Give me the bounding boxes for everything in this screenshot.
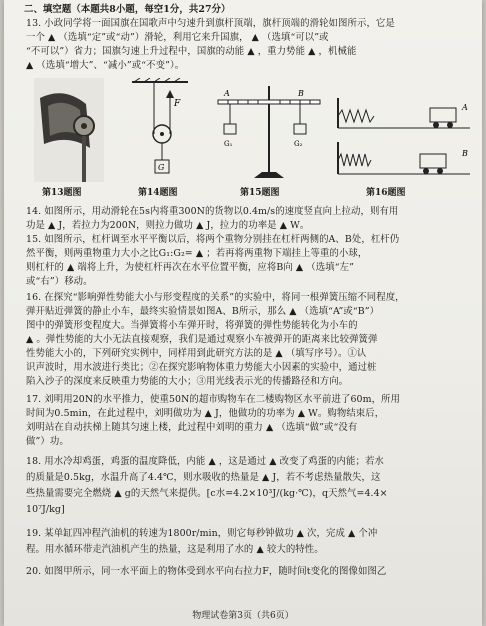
fig15-label-g2: G₂ xyxy=(294,140,303,148)
fig14-weight-label: G xyxy=(158,163,165,172)
q16-line-4: ▲ 。弹性势能的大小无法直接观察，我们是通过观察小车被弹开的距离来比较弹簧弹 xyxy=(26,334,378,345)
q16-line-3: 图中的弹簧形变程度大。当弹簧将小车弹开时，将弹簧的弹性势能转化为小车的 xyxy=(26,320,358,331)
q18-line-3: 些热量需要完全燃烧 ▲ g的天然气来提供。[c水=4.2×10³J/(kg·℃)，q天然气=4.4× xyxy=(26,488,388,499)
fig16-caption: 第16题图 xyxy=(366,188,406,198)
q18-line-1: 18. 用水冷却鸡蛋，鸡蛋的温度降低，内能 ▲ ，这是通过 ▲ 改变了鸡蛋的内能；若水 xyxy=(26,456,384,467)
q19-line-2: 程。用水循环带走汽油机产生的热量，这是利用了水的 ▲ 较大的特性。 xyxy=(26,544,324,555)
fig15-label-a: A xyxy=(224,89,230,98)
flag-pulley-figure xyxy=(34,78,104,182)
q13-line-4: ▲ （选填“增大”、“减小”或“不变”）。 xyxy=(26,60,185,71)
q13-line-3: “不可以”）省力；国旗匀速上升过程中，国旗的动能 ▲ ，重力势能 ▲ ，机械能 xyxy=(26,46,357,57)
q13-line-1: 13. 小政同学将一面国旗在国歌声中匀速升到旗杆顶端，旗杆顶端的滑轮如图所示，它是 xyxy=(26,18,395,29)
q16-line-7: 陷入沙子的深度来反映重力势能的大小；③用光线表示光的传播路径和方向。 xyxy=(26,376,349,387)
movable-pulley-figure xyxy=(130,78,190,182)
q15-line-4: 或“右”）移动。 xyxy=(26,276,93,287)
fig15-label-g1: G₁ xyxy=(224,140,233,148)
q16-line-5: 性势能大小的，下列研究实例中，同样用到此研究方法的是 ▲ （填写序号）。①认 xyxy=(26,348,367,359)
q15-line-2: 然平衡，则两重物重力大小之比G₁:G₂= ▲ ；若再将两重物下端挂上等重的小球， xyxy=(26,248,368,259)
q19-line-1: 19. 某单缸四冲程汽油机的转速为1800r/min，则它每秒钟做功 ▲ 次，完成 ▲ 个冲 xyxy=(26,528,378,539)
q17-line-4: 做”）功。 xyxy=(26,436,69,447)
lever-figure xyxy=(214,78,324,182)
fig15-caption: 第15题图 xyxy=(240,188,280,198)
section-title: 二、填空题（本题共8小题，每空1分，共27分） xyxy=(24,4,231,15)
q17-line-1: 17. 刘明用20N的水平推力，使重50N的超市购物车在二楼购物区水平前进了60m，所用 xyxy=(26,394,401,405)
q14-line-2: 功是 ▲ J，若拉力为200N，则拉力做功 ▲ J，拉力的功率是 ▲ W。 xyxy=(26,220,310,231)
q16-line-2: 弹开贴近弹簧的静止小车，最终实验情景如图A、B所示，那么 ▲ （选填“A”或“B”） xyxy=(26,306,380,317)
q17-line-2: 时间为0.5min，在此过程中，刘明做功为 ▲ J，他做功的功率为 ▲ W。购物结束后， xyxy=(26,408,385,419)
q17-line-3: 刘明站在自动扶梯上随其匀速上楼，此过程中刘明的重力 ▲ （选填“做”或“没有 xyxy=(26,422,358,433)
q14-line-1: 14. 如图所示，用动滑轮在5s内将重300N的货物以0.4m/s的速度竖直向上拉动，则有用 xyxy=(26,206,399,217)
fig16-label-a: A xyxy=(462,103,468,112)
fig15-label-b: B xyxy=(298,89,304,98)
q13-line-2: 一个 ▲ （选填“定”或“动”）滑轮，利用它来升国旗， ▲ （选填“可以”或 xyxy=(26,32,329,43)
q18-line-4: 10⁷J/kg] xyxy=(26,504,65,515)
spring-cart-figure xyxy=(334,78,474,182)
q16-line-1: 16. 在探究“影响弹性势能大小与形变程度的关系”的实验中，将同一根弹簧压缩不同程度， xyxy=(26,292,405,303)
fig14-force-label: F xyxy=(174,99,181,109)
fig14-caption: 第14题图 xyxy=(138,188,178,198)
q18-line-2: 的质量是0.5kg，水温升高了4.4℃，则水吸收的热量是 ▲ J，若不考虑热量散失，这 xyxy=(26,472,381,483)
fig13-caption: 第13题图 xyxy=(42,188,82,198)
q15-line-3: 则杠杆的 ▲ 端将上升，为使杠杆再次在水平位置平衡，应将B向 ▲ （选填“左” xyxy=(26,262,354,273)
fig16-label-b: B xyxy=(462,149,468,158)
figure-row xyxy=(34,78,474,198)
q20-line-1: 20. 如图甲所示，同一水平面上的物体受到水平向右拉力F，随时间t变化的图像如图乙 xyxy=(26,566,387,577)
exam-page xyxy=(4,0,482,626)
q16-line-6: 识声波时，用水波进行类比；②在探究影响物体重力势能大小因素的实验中，通过桩 xyxy=(26,362,377,373)
page-footer: 物理试卷第3页（共6页） xyxy=(192,611,294,621)
q15-line-1: 15. 如图所示，杠杆调至水平平衡以后，将两个重物分别挂在杠杆两侧的A、B处，杠杆仍 xyxy=(26,234,400,245)
